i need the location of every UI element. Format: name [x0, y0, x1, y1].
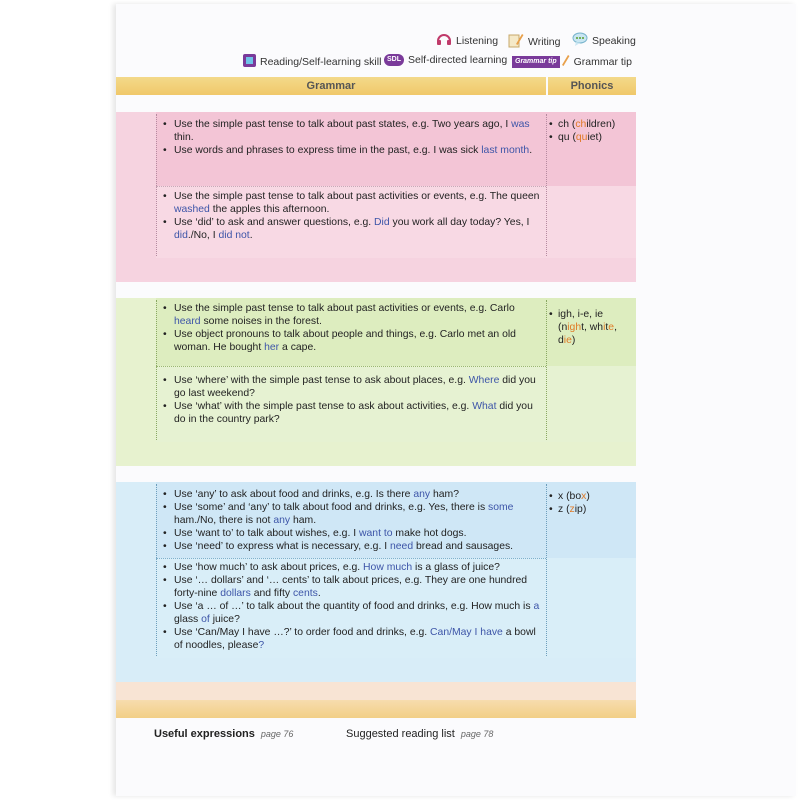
grammar-point: • Use ‘want to’ to talk about wishes, e.g. I want to make hot dogs. — [162, 527, 544, 540]
speech-bubble-icon — [572, 32, 588, 49]
book-icon — [243, 54, 256, 70]
grammar-point: • Use the simple past tense to talk about past activities or events, e.g. The queen washed the apples this afternoon. — [162, 190, 544, 216]
phonics-highlight: e — [608, 322, 615, 333]
grammar-point: • Use ‘need’ to express what is necessary, e.g. I need bread and sausages. — [162, 540, 544, 553]
example-highlight: want to — [359, 528, 393, 539]
section-2-group-2 — [162, 374, 544, 426]
phonics-highlight: z — [569, 504, 575, 515]
grammar-point: • Use words and phrases to express time in the past, e.g. I was sick last month. — [162, 144, 544, 157]
grammar-point: • Use the simple past tense to talk about past activities or events, e.g. Carlo heard some noises in the forest. — [162, 302, 544, 328]
example-highlight: her — [264, 342, 280, 353]
textbook-page — [116, 4, 796, 796]
phonics-item: • qu (quiet) — [548, 131, 630, 144]
phonics-list — [548, 118, 630, 144]
notebook-pencil-icon — [508, 32, 524, 51]
section-1-divider — [156, 186, 546, 187]
example-highlight: did not — [218, 230, 250, 241]
legend-listening: Listening — [436, 32, 498, 49]
grammar-point: • Use ‘what’ with the simple past tense to ask about activities, e.g. What did you do in the country park? — [162, 400, 544, 426]
phonics-highlight: igh — [567, 322, 582, 333]
grammar-point: • Use ‘some’ and ‘any’ to talk about food and drinks, e.g. Yes, there is some ham./No, there is not any ham. — [162, 501, 544, 527]
grammar-point: • Use ‘how much’ to ask about prices, e.g. How much is a glass of juice? — [162, 561, 544, 574]
grammar-point: • Use ‘did’ to ask and answer questions, e.g. Did you work all day today? Yes, I did./No, I did not. — [162, 216, 544, 242]
example-highlight: Can/May I have — [430, 627, 503, 638]
grammar-point: • Use ‘… dollars’ and ‘… cents’ to talk about prices, e.g. They are one hundred forty-nine dollars and fifty cents. — [162, 574, 544, 600]
phonics-item: • z (zip) — [548, 503, 630, 516]
footer-reading-list[interactable]: Suggested reading list page 78 — [346, 728, 494, 740]
grammar-list — [162, 118, 544, 157]
section-3-mid-rule — [546, 484, 547, 656]
grammar-list — [162, 561, 544, 652]
legend-grammar-tip: Grammar tip Grammar tip — [512, 54, 632, 69]
section-3-phonics — [548, 490, 630, 516]
legend-reading: Reading/Self-learning skill — [243, 54, 381, 70]
example-highlight: What — [472, 401, 497, 412]
stripe-peach — [116, 682, 636, 700]
phonics-item: • x (box) — [548, 490, 630, 503]
section-1-mid-rule — [546, 114, 547, 256]
grammar-tip-icon: Grammar tip — [512, 56, 560, 68]
grammar-point: • Use ‘where’ with the simple past tense to ask about places, e.g. Where did you go last weekend? — [162, 374, 544, 400]
grammar-point: • Use ‘Can/May I have …?’ to order food and drinks, e.g. Can/May I have a bowl of noodles, please? — [162, 626, 544, 652]
footer-useful-expressions[interactable]: Useful expressions page 76 — [154, 728, 294, 740]
pen-icon — [560, 54, 570, 69]
example-highlight: a — [533, 601, 540, 612]
section-1-left-rule — [156, 114, 157, 256]
grammar-list — [162, 302, 544, 354]
example-highlight: need — [390, 541, 414, 552]
example-highlight: dollars — [220, 588, 251, 599]
example-highlight: last month — [481, 145, 530, 156]
legend-writing: Writing — [508, 32, 560, 51]
example-highlight: ? — [258, 640, 265, 651]
phonics-list — [548, 308, 630, 347]
example-highlight: some — [488, 502, 514, 513]
section-3-group-2 — [162, 561, 544, 652]
phonics-item: • ch (children) — [548, 118, 630, 131]
example-highlight: washed — [174, 204, 210, 215]
example-highlight: any — [413, 489, 431, 500]
example-highlight: did — [174, 230, 188, 241]
section-3-left-rule — [156, 484, 157, 656]
phonics-list — [548, 490, 630, 516]
phonics-header: Phonics — [548, 77, 636, 95]
legend-speaking: Speaking — [572, 32, 636, 49]
phonics-highlight: i — [603, 322, 606, 333]
example-highlight: Did — [374, 217, 390, 228]
section-2-phonics — [548, 308, 630, 347]
section-2-left-rule — [156, 300, 157, 440]
section-1-group-1 — [162, 118, 544, 157]
phonics-highlight: x — [581, 491, 587, 502]
stripe-gold — [116, 700, 636, 718]
sdl-icon: SDL — [384, 54, 404, 66]
example-highlight: any — [273, 515, 291, 526]
section-3-divider — [156, 558, 546, 559]
grammar-list — [162, 190, 544, 242]
grammar-point: • Use object pronouns to talk about people and things, e.g. Carlo met an old woman. He bought her a cape. — [162, 328, 544, 354]
example-highlight: was — [511, 119, 530, 130]
legend-sdl: SDL Self-directed learning — [384, 54, 507, 66]
phonics-item: • igh, i-e, ie (night, white, die) — [548, 308, 630, 347]
example-highlight: Where — [468, 375, 500, 386]
section-3-group-1 — [162, 488, 544, 553]
grammar-point: • Use ‘any’ to ask about food and drinks, e.g. Is there any ham? — [162, 488, 544, 501]
grammar-point: • Use ‘a … of …’ to talk about the quantity of food and drinks, e.g. How much is a glass of juice? — [162, 600, 544, 626]
grammar-list — [162, 488, 544, 553]
section-1-group-2 — [162, 190, 544, 242]
example-highlight: of — [201, 614, 210, 625]
example-highlight: How much — [363, 562, 413, 573]
example-highlight: heard — [174, 316, 201, 327]
grammar-point: • Use the simple past tense to talk about past states, e.g. Two years ago, I was thin. — [162, 118, 544, 144]
section-2-group-1 — [162, 302, 544, 354]
grammar-list — [162, 374, 544, 426]
section-2-mid-rule — [546, 300, 547, 440]
headphones-icon — [436, 32, 452, 49]
section-2-divider — [156, 366, 546, 367]
phonics-highlight: ch — [575, 119, 587, 130]
section-1-phonics — [548, 118, 630, 144]
grammar-header: Grammar — [116, 77, 546, 95]
phonics-highlight: ie — [563, 335, 572, 346]
example-highlight: cents — [292, 588, 318, 599]
phonics-highlight: qu — [575, 132, 588, 143]
